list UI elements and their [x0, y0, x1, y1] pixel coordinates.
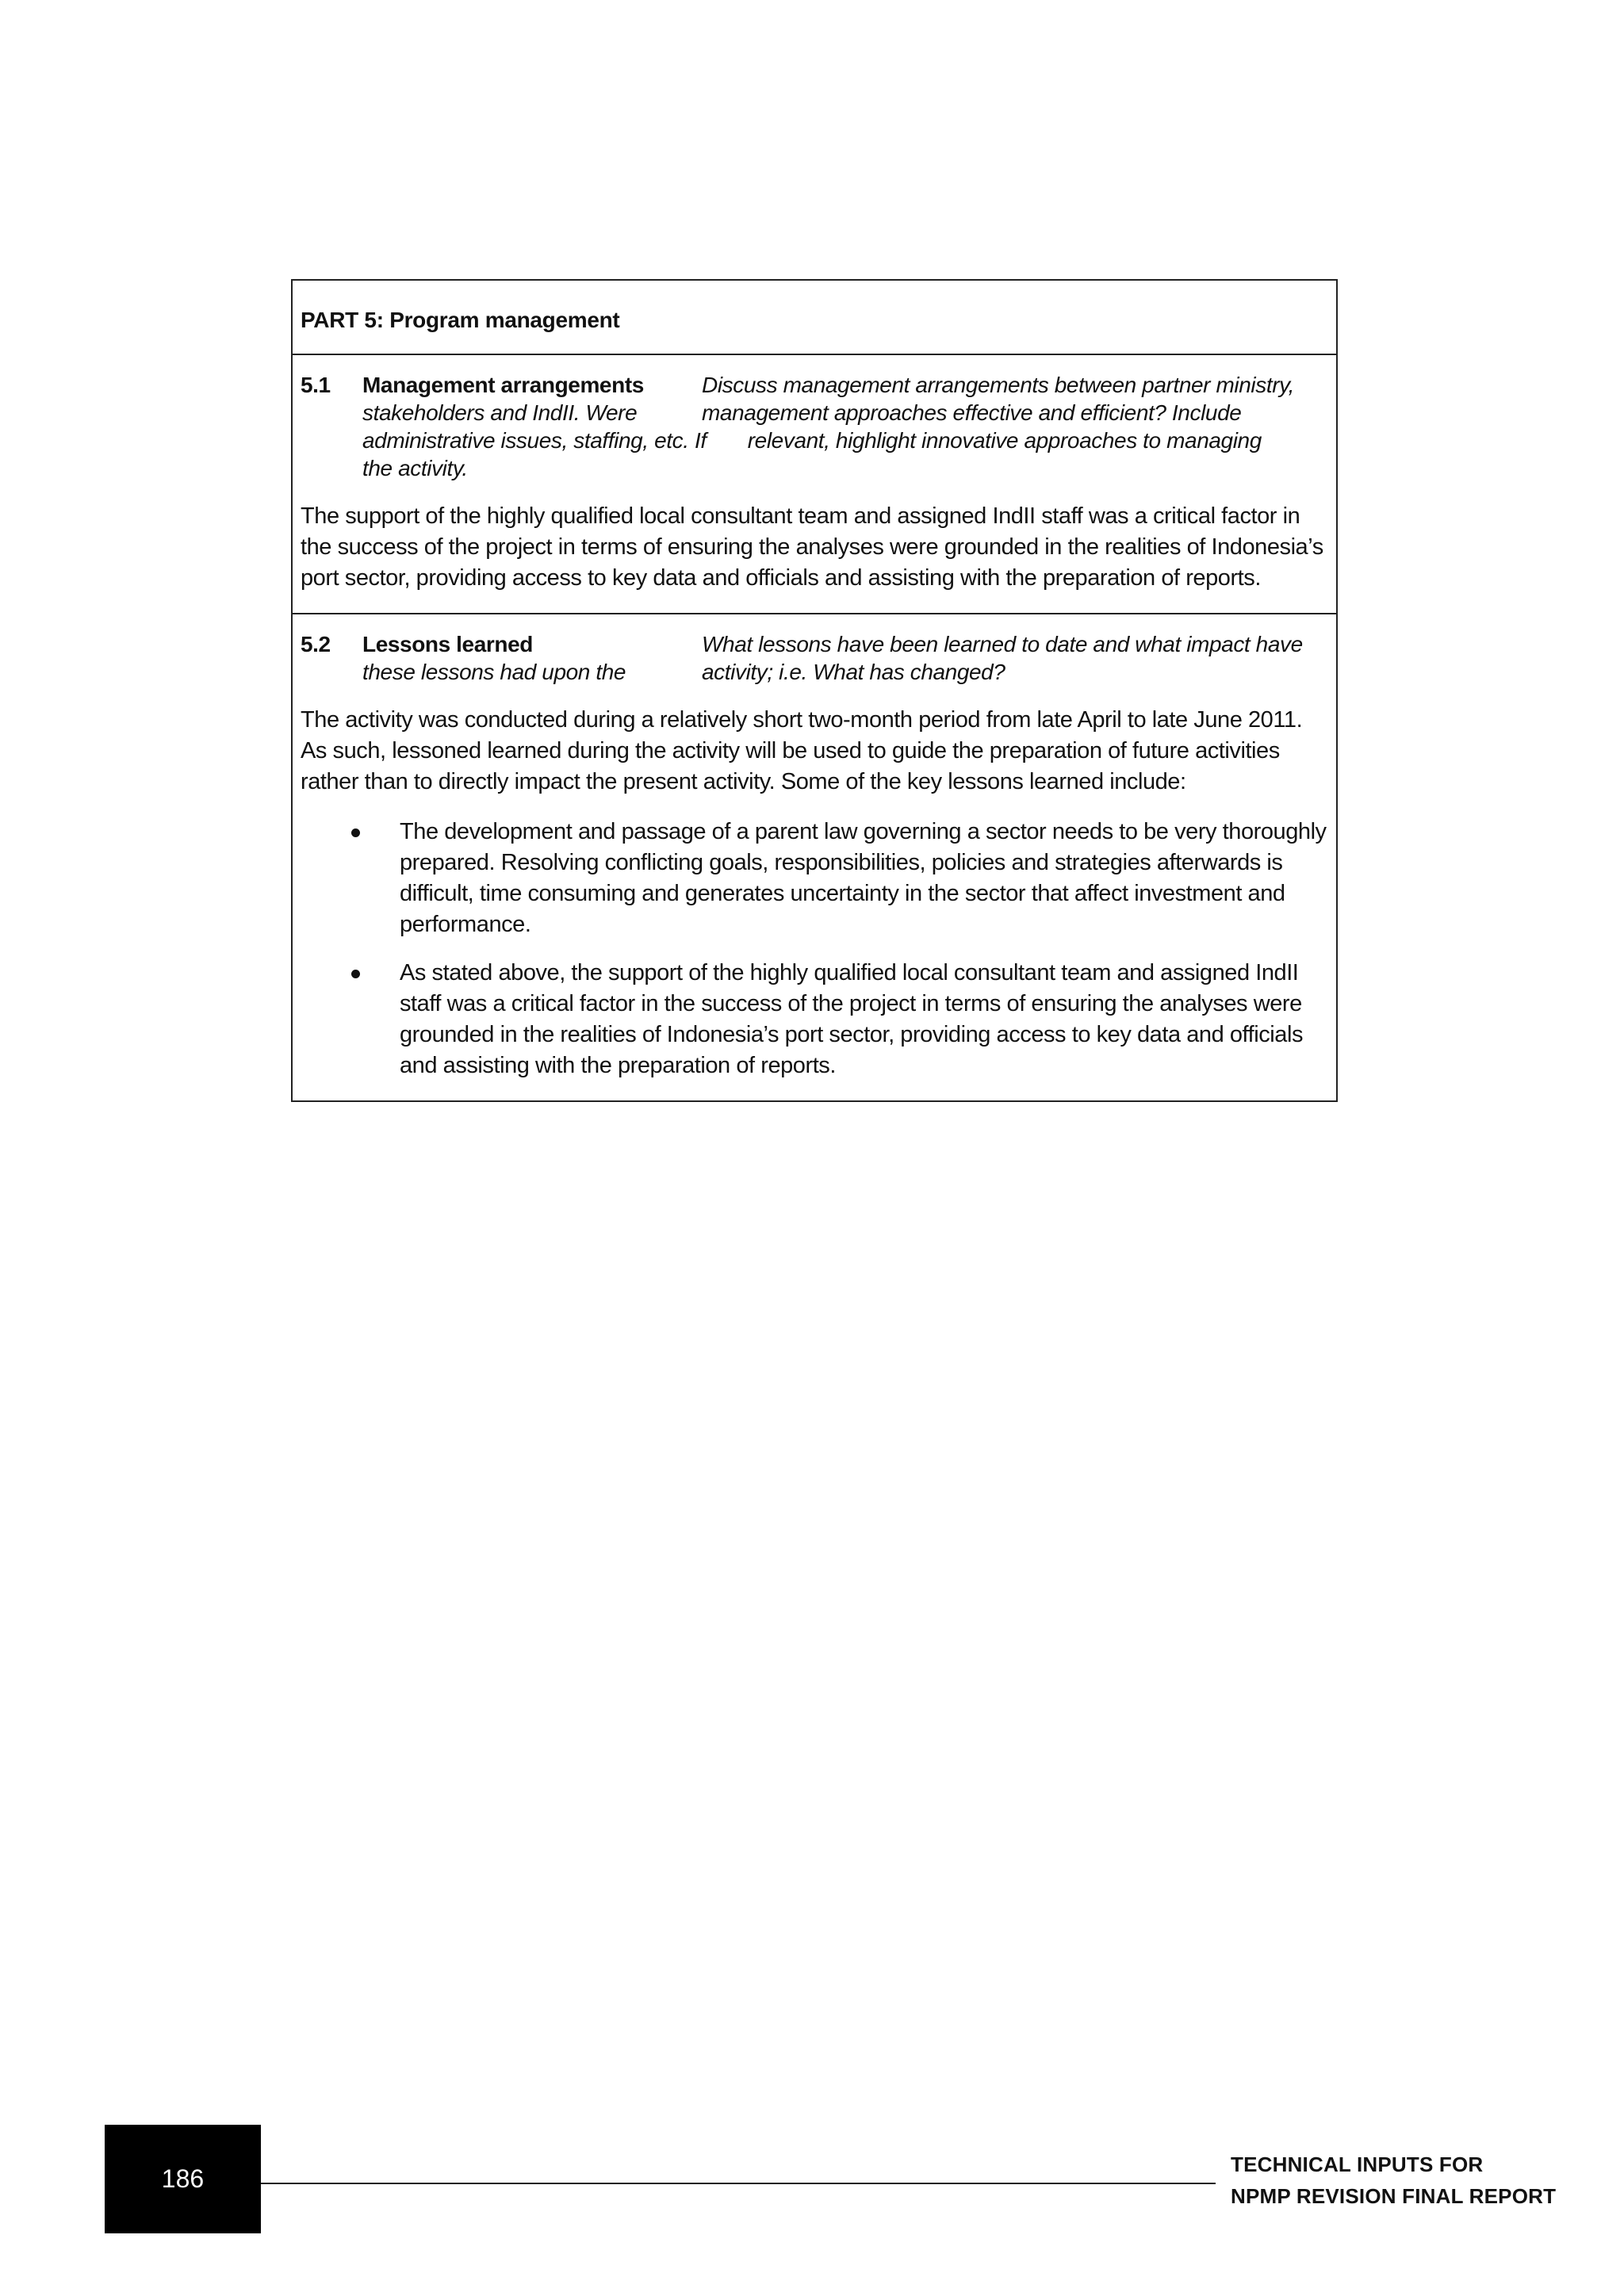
footer-title-line: TECHNICAL INPUTS FOR: [1231, 2152, 1484, 2176]
section-body-text: The activity was conducted during a relatively short two-month period from late April to late June 2011. As such, lessoned learned during the activity will be used to guide the preparation of future activities rather than to directly impact the present activity. Some of the key lessons learned include:: [301, 707, 1303, 794]
section-number: 5.2: [301, 632, 331, 656]
prompt-line: activity; i.e. What has changed?: [702, 660, 1005, 684]
section-prompt: [362, 630, 1328, 686]
page-number-box: [105, 2125, 261, 2233]
list-item-text: The development and passage of a parent law governing a sector needs to be very thoroughly prepared. Resolving conflicting goals, responsibilities, policies and strategies afterwards is difficult, time consuming and generates uncertainty in the sector that affect investment and performance.: [400, 819, 1327, 937]
bullet-icon: [351, 828, 360, 837]
program-management-table: [291, 279, 1338, 1102]
part-header-row: [293, 281, 1336, 354]
lessons-list: [301, 817, 1328, 1081]
prompt-line: management approaches effective and efficient? Include: [702, 400, 1242, 425]
list-item-text: As stated above, the support of the highly qualified local consultant team and assigned IndII staff was a critical factor in the success of the project in terms of ensuring the analyses were grounded in the realities of Indonesia’s port sector, providing access to key data and officials and assisting with the preparation of reports.: [400, 960, 1304, 1078]
prompt-line: these lessons had upon the: [362, 660, 626, 684]
page-number: 186: [161, 2164, 205, 2193]
part-title: PART 5: Program management: [301, 308, 620, 332]
section-management-arrangements: [293, 354, 1336, 613]
section-prompt: [362, 371, 1328, 482]
list-item: [301, 817, 1328, 940]
section-lessons-learned: [293, 613, 1336, 1100]
footer-divider: [261, 2183, 1216, 2184]
footer-title-line: NPMP REVISION FINAL REPORT: [1231, 2184, 1557, 2208]
prompt-line: What lessons have been learned to date and what impact have: [702, 632, 1303, 656]
section-label: Management arrangements: [362, 373, 644, 397]
section-heading: [301, 630, 1328, 686]
prompt-line: the activity.: [362, 456, 468, 480]
section-number: 5.1: [301, 373, 331, 397]
footer-report-title: [1231, 2149, 1556, 2212]
section-body-text: The support of the highly qualified local consultant team and assigned IndII staff was a critical factor in the success of the project in terms of ensuring the analyses were grounded in the realities of Indonesia’s port sector, providing access to key data and officials and assisting with the preparation of reports.: [301, 503, 1323, 591]
list-item: [301, 958, 1328, 1081]
bullet-icon: [351, 970, 360, 978]
prompt-line: Discuss management arrangements between partner ministry,: [702, 373, 1295, 397]
section-heading: [301, 371, 1328, 482]
prompt-line: administrative issues, staffing, etc. If: [362, 428, 707, 453]
prompt-line: stakeholders and IndII. Were: [362, 400, 638, 425]
prompt-line: relevant, highlight innovative approaches to managing: [747, 428, 1262, 453]
section-label: Lessons learned: [362, 632, 533, 656]
